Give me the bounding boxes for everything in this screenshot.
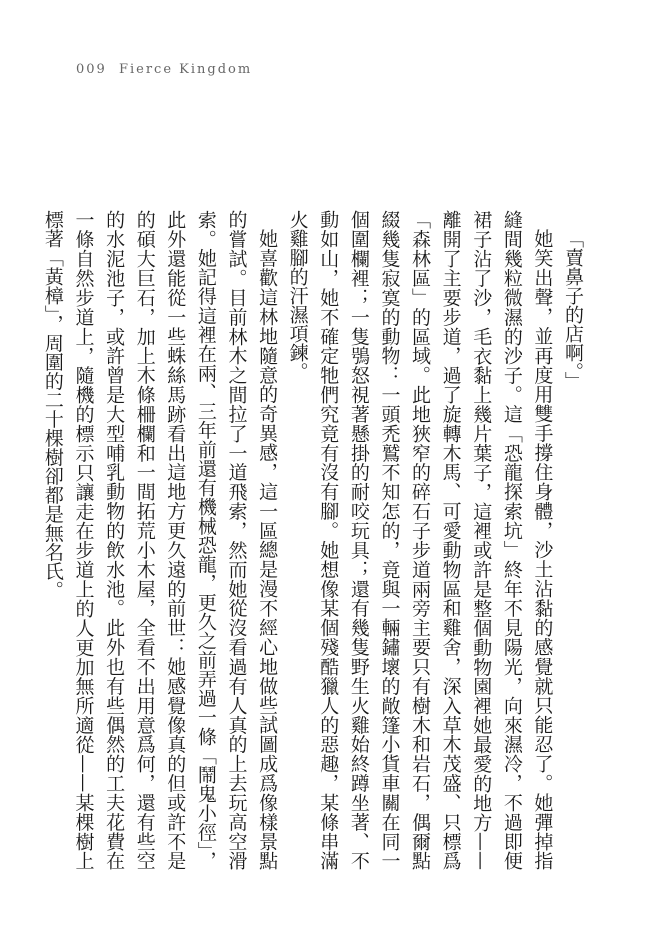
- paragraph-forest-area: 她笑出聲，並再度用雙手撐住身體，沙土沾黏的感覺就只能忍了。她彈掉指縫間幾粒微濕的沙子。這「恐龍探索坑」終年不見陽光，向來濕冷，不過即便裙子沾了沙，毛衣黏上幾片葉子，這裡或許是整個動物園裡她最愛的地方——離開了主要步道，過了旋轉木馬、可愛動物區和雞舍，深入草木茂盛、只標爲「森林區」的區域。此地狹窄的碎石子步道兩旁主要只有樹木和岩石，偶爾點綴幾隻寂寞的動物：一頭禿鷲不知怎的，竟與一輛鏽壞的敞篷小貨車關在同一個圍欄裡；一隻鴞怒視著懸掛的耐咬玩具；還有幾隻野生火雞始終蹲坐著、不動如山，她不確定牠們究竟有沒有腳。她想像某個殘酷獵人的惡趣，某條串滿火雞腳的汗濕項鍊。: [286, 210, 554, 870]
- body-text: [41, 210, 588, 870]
- book-title: Fierce Kingdom: [118, 62, 253, 77]
- running-header: [76, 62, 252, 77]
- paragraph-woodland-strangeness: 她喜歡這林地隨意的奇異感，這一區總是漫不經心地做些試圖成爲像樣景點的嘗試。目前林木之間拉了一道飛索，然而她從沒看過有人真的上去玩高空滑索。她記得這裡在兩、三年前還有機械恐龍，更久之前弄過一條「鬧鬼小徑」，此外還能從一些蛛絲馬跡看出這地方更久遠的前世：她感覺像真的但或許不是的碩大巨石，加上木條柵欄和一間拓荒小木屋，全看不出用意爲何，還有些空的水泥池子，或許曾是大型哺乳動物的飲水池。此外也有些偶然的工夫花費在一條自然步道上，隨機的標示只讓走在步道上的人更加無所適從——某棵樹上標著「黃樟」，周圍的二十棵樹卻都是無名氏。: [41, 210, 279, 870]
- page-number: 009: [76, 62, 107, 77]
- paragraph-dialogue: 「賣鼻子的店啊。」: [562, 229, 584, 391]
